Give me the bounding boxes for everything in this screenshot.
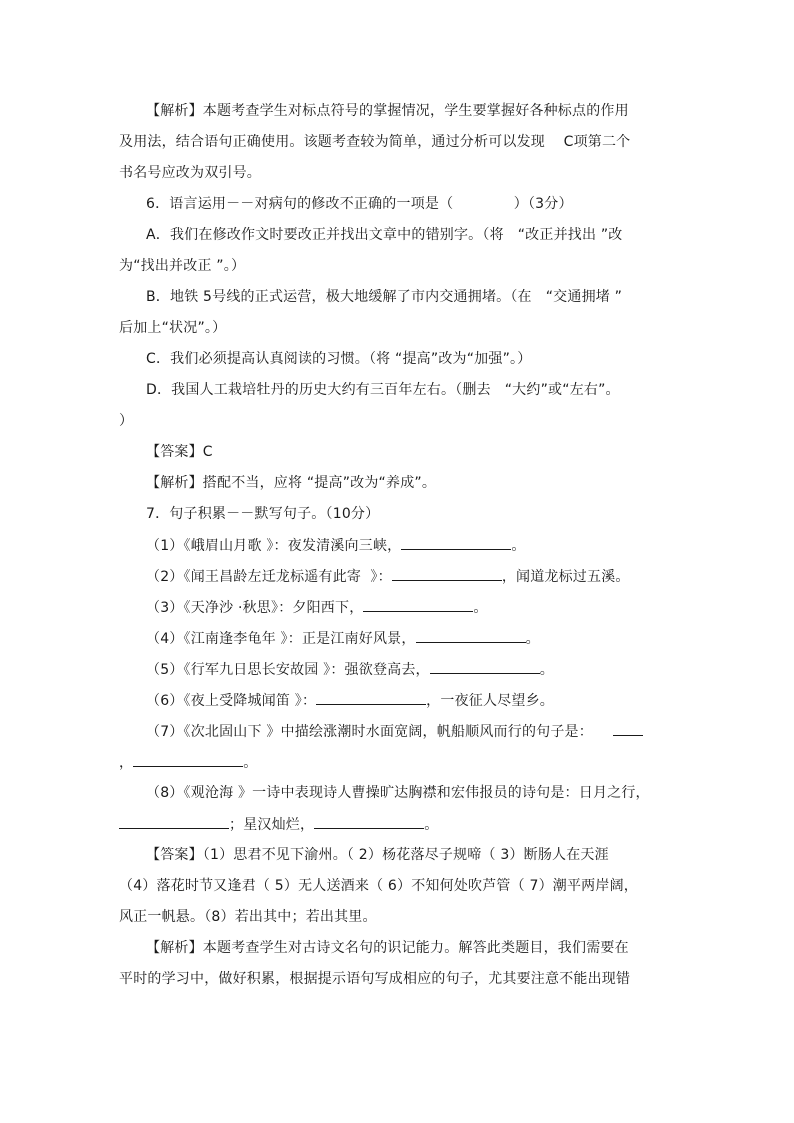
answer-blank — [316, 690, 426, 705]
answer-blank — [133, 752, 243, 767]
item-7-prompt: （7）《次北固山下 》中描绘涨潮时水面宽阔，帆船顺风而行的句子是： — [146, 724, 593, 740]
answer-blank — [119, 814, 229, 829]
paragraph-analysis-5-line-2: 及用法，结合语句正确使用。该题考查较为简单，通过分析可以发现 C项第二个 — [119, 134, 631, 150]
item-8-middle: ；星汉灿烂， — [229, 817, 315, 833]
paragraph-analysis-5-line-3: 书名号应改为双引号。 — [119, 165, 261, 181]
item-2-prompt: （2）《闻王昌龄左迁龙标遥有此寄 》： — [146, 569, 392, 585]
question-7-answer-line-3: 风正一帆悬。（8）若出其中；若出其里。 — [119, 909, 377, 925]
item-1-prompt: （1）《峨眉山月歌 》：夜发清溪向三峡， — [146, 538, 402, 554]
question-6-option-d-line-2: ） — [119, 413, 134, 429]
question-6-option-b-line-1: B．地铁 5号线的正式运营，极大地缓解了市内交通拥堵。（在 “交通拥堵 ” — [146, 289, 623, 305]
question-7-answer-line-1: 【答案】（1）思君不见下渝州。（ 2）杨花落尽子规啼（ 3）断肠人在天涯 — [146, 847, 609, 863]
answer-blank — [401, 535, 511, 550]
period: 。 — [511, 538, 526, 554]
question-7-analysis-line-1: 【解析】本题考查学生对古诗文名句的识记能力。解答此类题目，我们需要在 — [146, 940, 629, 956]
period: 。 — [525, 631, 540, 647]
period: 。 — [424, 817, 439, 833]
question-7-analysis-line-2: 平时的学习中，做好积累，根据提示语句写成相应的句子，尤其要注意不能出现错 — [119, 971, 631, 987]
period: 。 — [539, 662, 554, 678]
question-7-item-3 — [146, 597, 488, 618]
question-7-item-7-line-2 — [119, 752, 257, 773]
answer-blank — [363, 597, 473, 612]
period: 。 — [473, 600, 488, 616]
item-3-prompt: （3）《天净沙 ·秋思》：夕阳西下， — [146, 600, 364, 616]
answer-blank — [392, 566, 502, 581]
question-6-option-a-line-2: 为“找出并改正 ”。） — [119, 258, 246, 274]
question-6-analysis: 【解析】搭配不当，应将 “提高”改为“养成”。 — [146, 475, 437, 491]
item-2-suffix: ，闻道龙标过五溪。 — [501, 569, 630, 585]
question-6-option-d-line-1: D．我国人工栽培牡丹的历史大约有三百年左右。（删去 “大约”或“左右”。 — [146, 382, 620, 398]
period: 。 — [243, 755, 258, 771]
question-7-item-1 — [146, 535, 526, 556]
question-6-option-a-line-1: A．我们在修改作文时要改正并找出文章中的错别字。（将 “改正并找出 ”改 — [146, 227, 623, 243]
question-6-option-b-line-2: 后加上“状况”。） — [119, 320, 227, 336]
question-7-stem: 7．句子积累－－默写句子。（10分） — [146, 506, 380, 522]
question-7-answer-line-2: （4）落花时节又逢君（ 5）无人送酒来（ 6）不知何处吹芦管（ 7）潮平两岸阔， — [119, 878, 638, 894]
question-7-item-8-line-1: （8）《观沧海 》一诗中表现诗人曹操旷达胸襟和宏伟报员的诗句是：日月之行， — [146, 785, 650, 801]
question-7-item-2 — [146, 566, 630, 587]
question-7-item-7-line-1 — [146, 721, 643, 742]
question-7-item-4 — [146, 628, 540, 649]
item-6-prompt: （6）《夜上受降城闻笛 》： — [146, 693, 317, 709]
paragraph-analysis-5-line-1: 【解析】本题考查学生对标点符号的掌握情况，学生要掌握好各种标点的作用 — [146, 103, 629, 119]
question-6-stem: 6．语言运用－－对病句的修改不正确的一项是（ ）（3分） — [146, 196, 573, 212]
question-6-answer: 【答案】C — [146, 444, 213, 460]
question-7-item-5 — [146, 659, 554, 680]
question-7-item-6 — [146, 690, 554, 711]
answer-blank — [613, 721, 643, 736]
question-7-item-8-line-2 — [119, 814, 438, 835]
item-7-comma: ， — [119, 755, 134, 771]
answer-blank — [416, 628, 526, 643]
question-6-option-c: C．我们必须提高认真阅读的习惯。（将 “提高”改为“加强”。） — [146, 351, 532, 367]
item-6-suffix: ，一夜征人尽望乡。 — [426, 693, 554, 709]
answer-blank — [314, 814, 424, 829]
answer-blank — [430, 659, 540, 674]
item-4-prompt: （4）《江南逢李龟年 》：正是江南好风景， — [146, 631, 416, 647]
item-5-prompt: （5）《行军九日思长安故园 》：强欲登高去， — [146, 662, 430, 678]
